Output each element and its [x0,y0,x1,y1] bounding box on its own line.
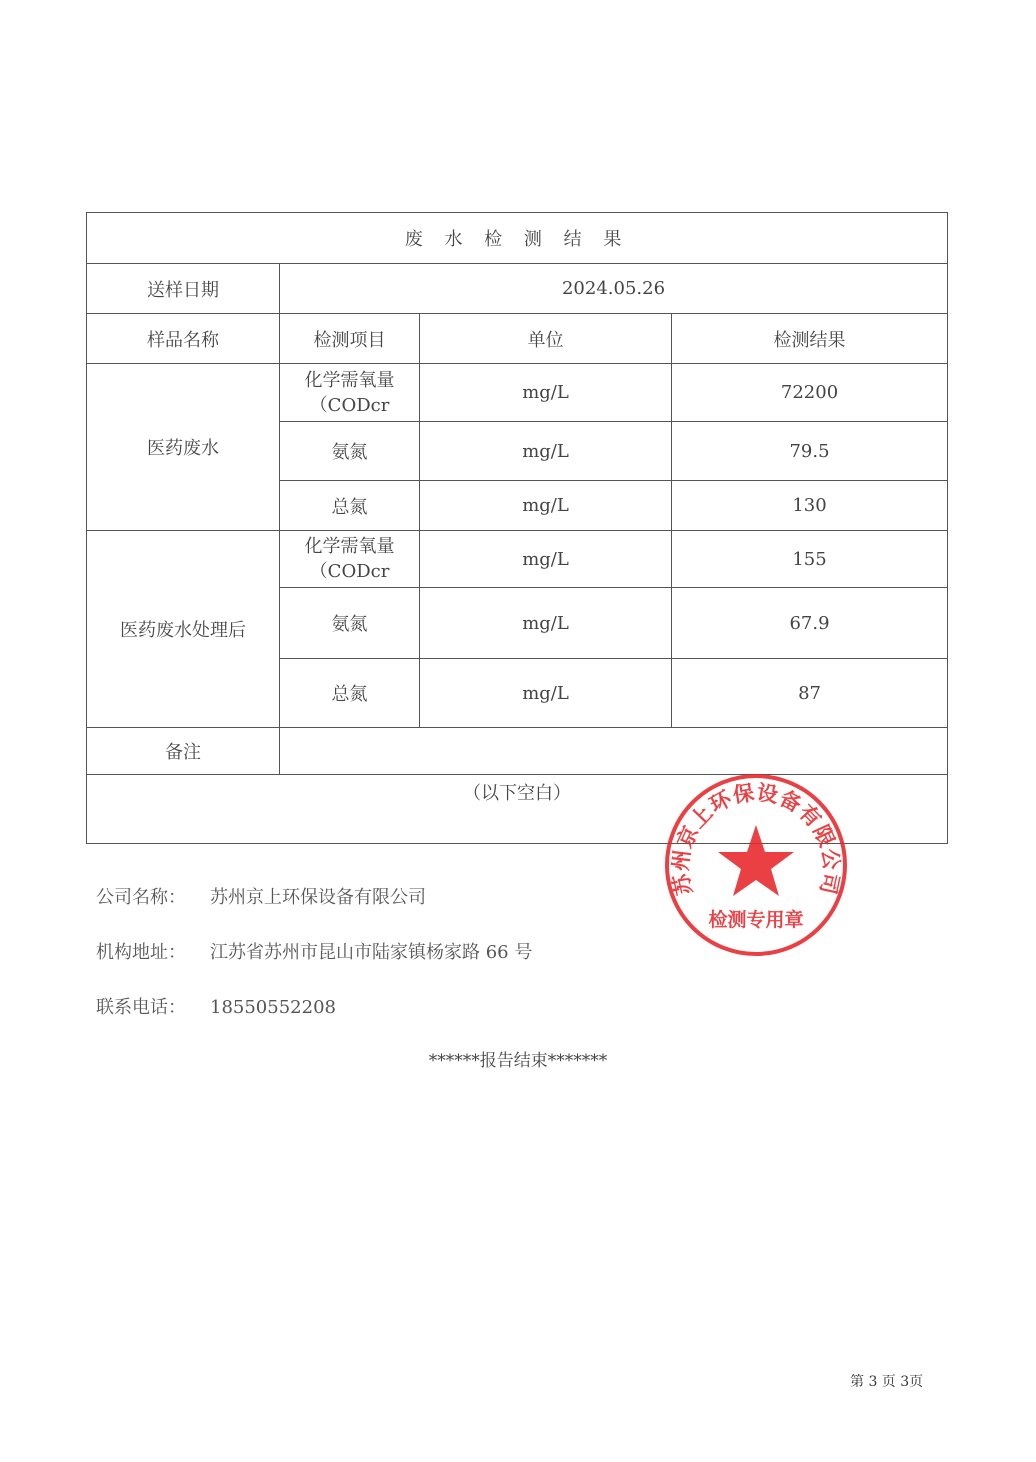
header-test-item: 检测项目 [280,314,420,364]
result-cell: 72200 [672,364,948,422]
sample-date-value: 2024.05.26 [280,264,948,314]
table-row [87,531,948,588]
seal-outer-text: 苏州京上环保设备有限公司 [668,780,844,898]
sample-name: 医药废水处理后 [87,531,280,728]
test-item: 总氮 [280,659,420,728]
sample-name: 医药废水 [87,364,280,531]
unit-cell: mg/L [420,588,672,659]
result-cell: 87 [672,659,948,728]
company-address: 江苏省苏州市昆山市陆家镇杨家路 66 号 [210,942,533,963]
header-unit: 单位 [420,314,672,364]
blank-note: （以下空白） [87,775,948,844]
result-cell: 67.9 [672,588,948,659]
company-address-line [96,938,532,964]
result-cell: 130 [672,481,948,531]
test-item: 氨氮 [280,588,420,659]
company-phone: 18550552208 [210,997,336,1018]
unit-cell: mg/L [420,364,672,422]
sample-date-label: 送样日期 [87,264,280,314]
test-item-line1: 化学需氧量 [304,536,395,557]
unit-cell: mg/L [420,659,672,728]
table-title: 废 水 检 测 结 果 [87,213,948,264]
test-item-line2: （CODcr [309,394,390,416]
seal-inner-text: 检测专用章 [708,909,804,931]
result-cell: 79.5 [672,422,948,481]
test-item: 总氮 [280,481,420,531]
header-sample-name: 样品名称 [87,314,280,364]
results-table [86,212,948,844]
unit-cell: mg/L [420,422,672,481]
report-end-text: ******报告结束******* [428,1051,608,1071]
company-name-line [96,883,426,909]
test-item-line2: （CODcr [309,561,390,582]
page-number: 第 3 页 3页 [850,1374,924,1390]
company-seal-icon [661,770,851,960]
test-item-line1: 化学需氧量 [304,369,395,391]
company-name: 苏州京上环保设备有限公司 [210,887,426,908]
test-item: 氨氮 [280,422,420,481]
company-address-label: 机构地址： [96,942,186,963]
remark-label: 备注 [87,728,280,775]
unit-cell: mg/L [420,481,672,531]
test-item [280,364,420,422]
company-phone-line [96,993,336,1019]
result-cell: 155 [672,531,948,588]
remark-value [280,728,948,775]
unit-cell: mg/L [420,531,672,588]
header-result: 检测结果 [672,314,948,364]
company-phone-label: 联系电话： [96,997,186,1018]
table-row [87,364,948,422]
company-name-label: 公司名称： [96,887,186,908]
test-item [280,531,420,588]
